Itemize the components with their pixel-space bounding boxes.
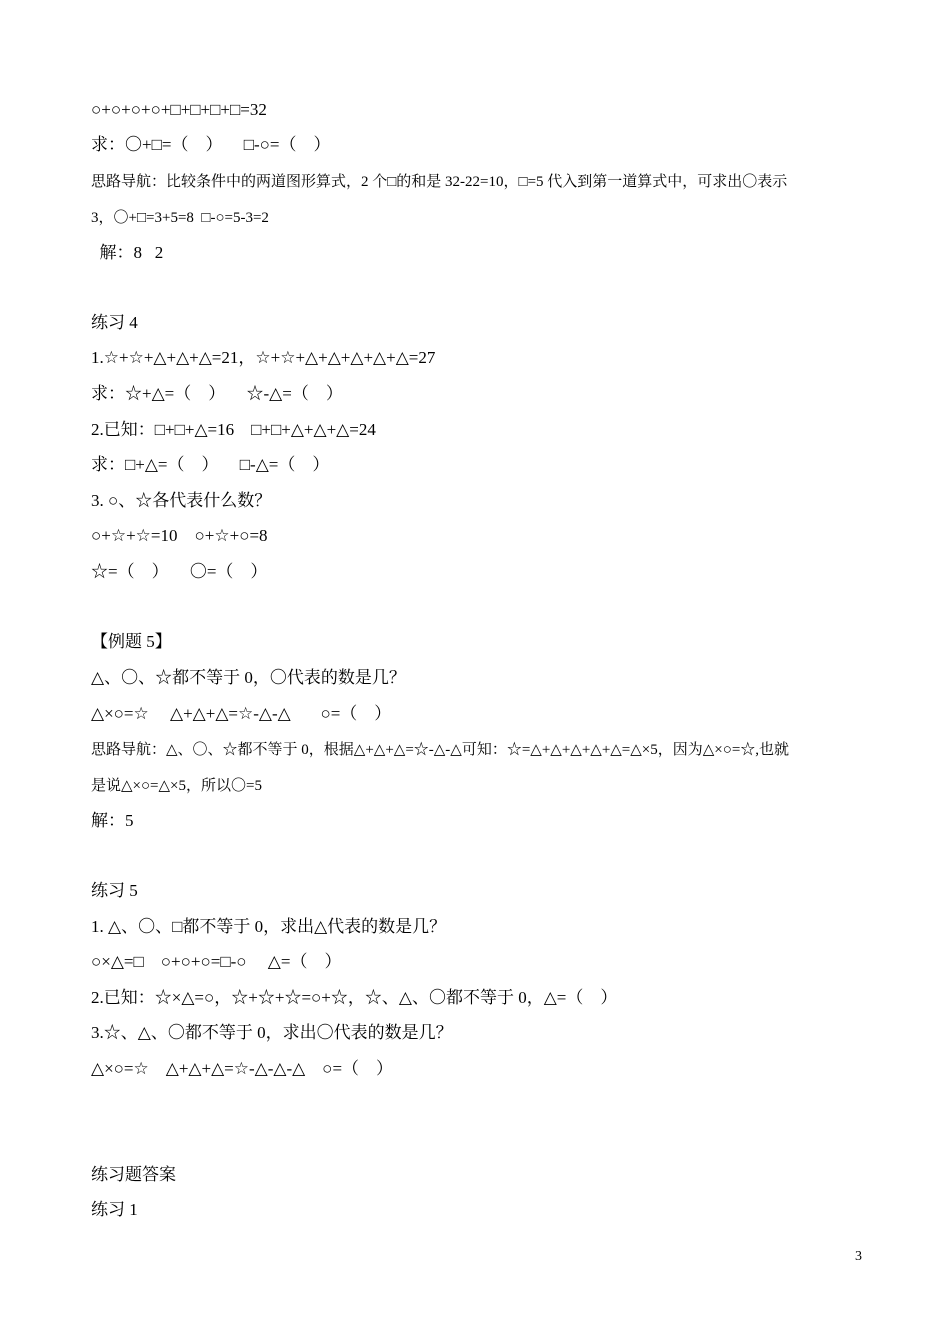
text-line-7: 1.☆+☆+△+△+△=21，☆+☆+△+△+△+△+△=27 — [91, 348, 436, 367]
text-line-6: 练习 4 — [91, 313, 138, 332]
text-line-22: ○×△=□ ○+○+○=□-○ △=（ ） — [91, 952, 342, 971]
text-line-1: ○+○+○+○+□+□+□+□=32 — [91, 100, 267, 119]
text-line-14: 【例题 5】 — [91, 632, 172, 651]
text-line-13: ☆=（ ） 〇=（ ） — [91, 562, 268, 581]
text-line-23: 2.已知：☆×△=○，☆+☆+☆=○+☆，☆、△、〇都不等于 0，△=（ ） — [91, 988, 618, 1007]
text-line-20: 练习 5 — [91, 881, 138, 900]
text-line-25: △×○=☆ △+△+△=☆-△-△-△ ○=（ ） — [91, 1059, 394, 1078]
page-number: 3 — [855, 1249, 862, 1264]
text-line-26: 练习题答案 — [91, 1165, 176, 1184]
text-line-18: 是说△×○=△×5，所以〇=5 — [91, 778, 262, 794]
text-line-5: 解：8 2 — [91, 243, 164, 262]
text-line-19: 解：5 — [91, 811, 134, 830]
text-line-3: 思路导航：比较条件中的两道图形算式，2 个□的和是 32-22=10，□=5 代入到第一道算式中，可求出〇表示 — [91, 174, 788, 190]
text-line-4: 3，〇+□=3+5=8 □-○=5-3=2 — [91, 210, 269, 226]
text-line-16: △×○=☆ △+△+△=☆-△-△ ○=（ ） — [91, 704, 392, 723]
text-line-9: 2.已知：□+□+△=16 □+□+△+△+△=24 — [91, 420, 376, 439]
text-line-21: 1. △、〇、□都不等于 0，求出△代表的数是几？ — [91, 917, 447, 936]
text-line-24: 3.☆、△、〇都不等于 0，求出〇代表的数是几？ — [91, 1023, 453, 1042]
text-line-8: 求：☆+△=（ ） ☆-△=（ ） — [91, 384, 343, 403]
text-line-27: 练习 1 — [91, 1200, 138, 1219]
text-line-17: 思路导航：△、〇、☆都不等于 0，根据△+△+△=☆-△-△可知：☆=△+△+△+△+△=△×5，因为△×○=☆,也就 — [91, 742, 790, 758]
text-line-12: ○+☆+☆=10 ○+☆+○=8 — [91, 526, 268, 545]
text-line-11: 3. ○、☆各代表什么数？ — [91, 491, 272, 510]
text-line-2: 求：〇+□=（ ） □-○=（ ） — [91, 135, 331, 154]
text-line-15: △、〇、☆都不等于 0，〇代表的数是几？ — [91, 668, 406, 687]
text-line-10: 求：□+△=（ ） □-△=（ ） — [91, 455, 330, 474]
